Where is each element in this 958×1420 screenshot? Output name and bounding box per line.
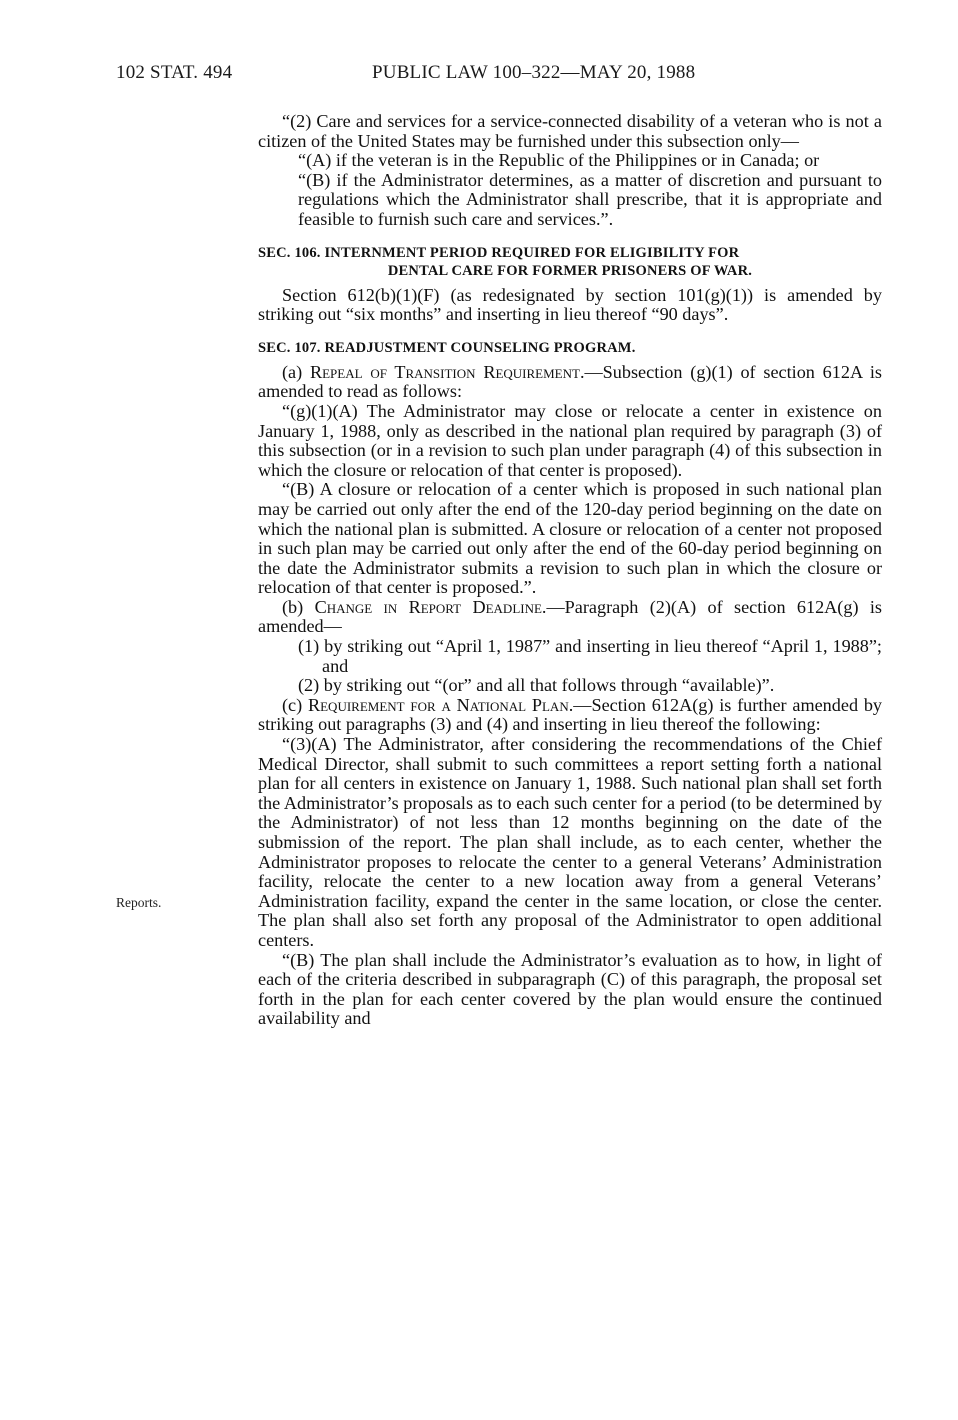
subsection-a xyxy=(258,363,882,402)
subsection-a-label: (a) xyxy=(282,361,310,382)
subsection-c-text: .—Section 612A(g) is further amended by striking out paragraphs (3) and (4) and inserting in lieu thereof the following: xyxy=(258,694,883,735)
subparagraph-a-philippines: “(A) if the veteran is in the Republic of the Philippines or in Canada; or xyxy=(298,150,820,171)
main-text-column xyxy=(258,112,882,1029)
section-106-heading xyxy=(258,244,882,280)
subsection-b-caption: Change in Report Deadline xyxy=(314,596,542,617)
subparagraph-b-discretion: “(B) if the Administrator determines, as a matter of discretion and pursuant to regulations which the Administrator shall prescribe, that it is appropriate and feasible to furnish such care and services.”. xyxy=(298,169,882,229)
section-106-text: Section 612(b)(1)(F) (as redesignated by section 101(g)(1)) is amended by striking out “six months” and inserting in lieu thereof “90 days”. xyxy=(258,284,882,325)
subsection-b-item-2: (2) by striking out “(or” and all that follows through “available)”. xyxy=(298,675,775,696)
subsection-b-label: (b) xyxy=(282,596,315,617)
section-107-heading: SEC. 107. READJUSTMENT COUNSELING PROGRAM. xyxy=(258,339,636,356)
quoted-3A: “(3)(A) The Administrator, after considering the recommendations of the Chief Medical Director, shall submit to such committees a report setting forth a national plan for all centers in existence on January 1, 1988. Such national plan shall set forth the Administrator’s proposals as to each such center for a period (to be determined by the Administrator) of not less than 12 months beginning on the date of the submission of the report. The plan shall include, as to each center, whether the Administrator proposes to relocate the center to a general Veterans’ Administration facility, relocate the center to a new location away from a general Veterans’ Administration facility, expand the center in the same location, or close the center. The plan shall also set forth any proposal of the Administrator to open additional centers. xyxy=(258,734,882,950)
stat-page-number: 102 STAT. 494 xyxy=(116,62,233,83)
subsection-b-text: .—Paragraph (2)(A) of section 612A(g) is amended— xyxy=(258,596,882,637)
subsection-c xyxy=(258,696,882,735)
subsection-a-text: .—Subsection (g)(1) of section 612A is amended to read as follows: xyxy=(258,361,882,402)
subsection-b xyxy=(258,598,882,637)
quoted-g1B: “(B) A closure or relocation of a center which is proposed in such national plan may be carried out only after the end of the 120-day period beginning on the date on which the national plan is submitted. A closure or relocation of a center not proposed in such plan may be carried out only after the end of the 60-day period beginning on the date the Administrator submits a revision to such plan in which the closure or relocation of that center is proposed.”. xyxy=(258,479,882,598)
subsection-b-item-1: (1) by striking out “April 1, 1987” and inserting in lieu thereof “April 1, 1988”; and xyxy=(298,636,882,676)
subsection-c-caption: Requirement for a National Plan xyxy=(307,694,569,715)
section-106-heading-line1: SEC. 106. INTERNMENT PERIOD REQUIRED FOR ELIGIBILITY FOR xyxy=(258,244,740,261)
subsection-a-caption: Repeal of Transition Requirement xyxy=(309,361,580,382)
margin-note-reports: Reports. xyxy=(116,895,162,910)
quoted-g1A: “(g)(1)(A) The Administrator may close or relocate a center in existence on January 1, 1988, only as described in the national plan required by paragraph (3) of this subsection (or in a revision to such plan under paragraph (4) of this subsection in which the closure or relocation of that center is proposed). xyxy=(258,400,882,480)
subsection-c-label: (c) xyxy=(282,694,308,715)
running-title: PUBLIC LAW 100–322—MAY 20, 1988 xyxy=(372,62,696,83)
section-106-heading-line2: DENTAL CARE FOR FORMER PRISONERS OF WAR. xyxy=(387,262,753,279)
paragraph-2-care: “(2) Care and services for a service-connected disability of a veteran who is not a citizen of the United States may be furnished under this subsection only— xyxy=(258,111,882,151)
quoted-3B: “(B) The plan shall include the Administrator’s evaluation as to how, in light of each of the criteria described in subparagraph (C) of this paragraph, the proposal set forth in the plan for each center covered by the plan would ensure the continued availability and xyxy=(258,949,882,1029)
